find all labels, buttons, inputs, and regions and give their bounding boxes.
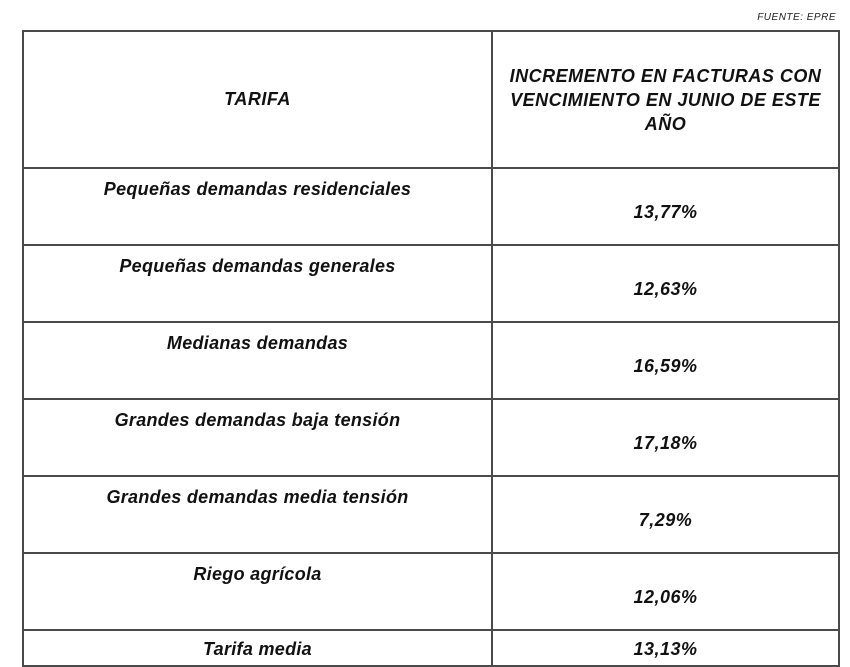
header-incremento: INCREMENTO EN FACTURAS CON VENCIMIENTO EN JUNIO DE ESTE AÑO — [492, 31, 839, 168]
tarifa-cell: Pequeñas demandas generales — [23, 245, 492, 322]
tarifa-cell: Tarifa media — [23, 630, 492, 666]
incremento-cell: 7,29% — [492, 476, 839, 553]
incremento-cell: 12,63% — [492, 245, 839, 322]
tariff-increase-table — [22, 30, 840, 667]
source-note: FUENTE: EPRE — [757, 12, 836, 23]
tarifa-cell: Medianas demandas — [23, 322, 492, 399]
incremento-cell: 12,06% — [492, 553, 839, 630]
table-row — [23, 245, 839, 322]
incremento-cell: 13,77% — [492, 168, 839, 245]
tarifa-cell: Pequeñas demandas residenciales — [23, 168, 492, 245]
table-row — [23, 399, 839, 476]
table-row — [23, 168, 839, 245]
tarifa-cell: Riego agrícola — [23, 553, 492, 630]
table-row — [23, 322, 839, 399]
table-header-row — [23, 31, 839, 168]
table-row — [23, 476, 839, 553]
incremento-cell: 17,18% — [492, 399, 839, 476]
tarifa-cell: Grandes demandas baja tensión — [23, 399, 492, 476]
table-row-average — [23, 630, 839, 666]
header-tarifa: TARIFA — [23, 31, 492, 168]
tarifa-cell: Grandes demandas media tensión — [23, 476, 492, 553]
table-row — [23, 553, 839, 630]
incremento-cell: 13,13% — [492, 630, 839, 666]
incremento-cell: 16,59% — [492, 322, 839, 399]
